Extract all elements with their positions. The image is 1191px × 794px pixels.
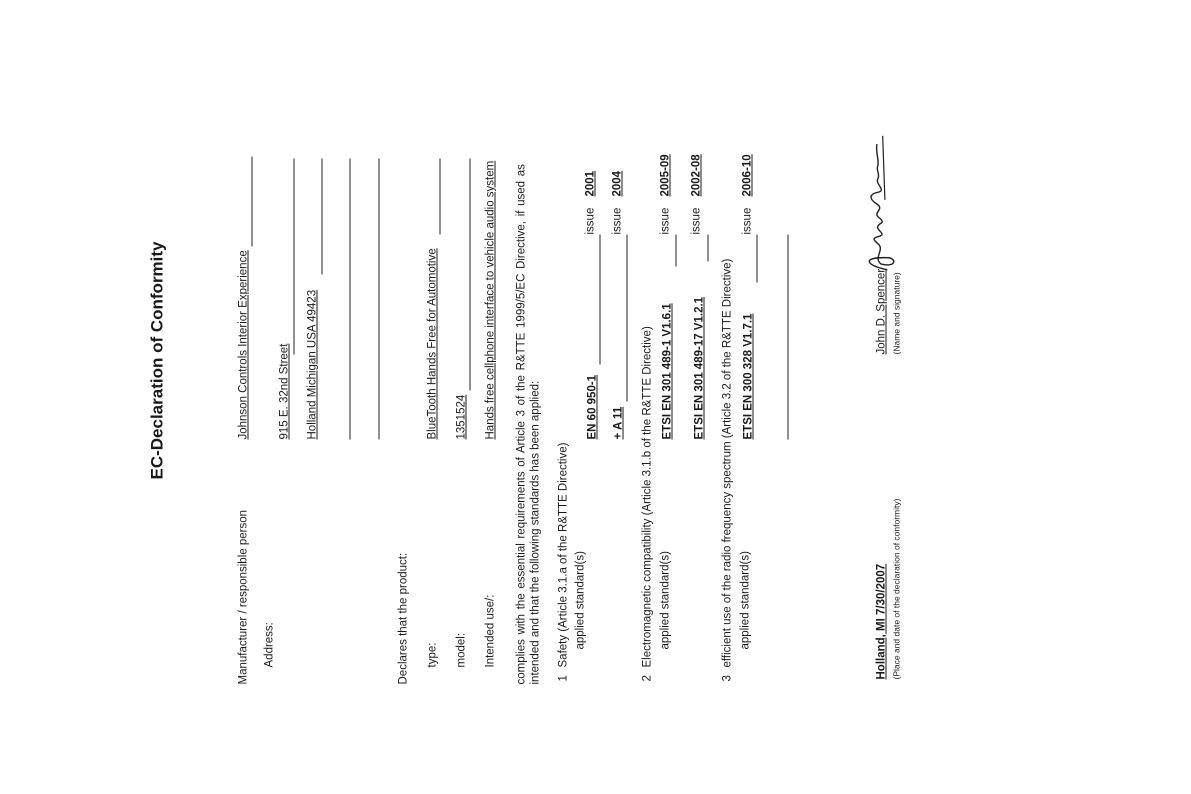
standard-2b-rule [708,235,709,262]
model-value: 1351524 [455,394,468,440]
section-2-number: 2 [641,675,654,682]
issue-label-1a: issue [584,207,597,235]
place-date-value: Holland, MI 7/30/2007 [875,563,888,680]
standard-3-blank-rule [788,235,789,440]
issue-value-1a: 2001 [584,170,597,197]
section-3-heading: efficient use of the radio frequency spectrum (Article 3.2 of the R&TTE Directive) [721,258,734,668]
manufacturer-value: Johnson Controls Interior Experience [237,250,250,440]
signature-stroke [855,133,900,274]
intended-use-value: Hands free cellphone interface to vehicle audio system [484,160,497,440]
compliance-line-2: intended and that the following standards has been applied: [529,380,542,685]
place-date-caption: (Place and date of the declaration of conformity) [891,498,902,680]
standard-etsi-301-489-1: ETSI EN 301 489-1 V1.6.1 [661,303,674,440]
section-1-applied-label: applied standard(s) [574,551,587,650]
compliance-line-1: complies with the essential requirements of Article 3 of the R&TTE 1999/5/EC Directive, if used as [515,164,528,685]
section-3-applied-label: applied standard(s) [739,551,752,650]
standard-2a-rule [676,235,677,267]
standard-a11: + A 11 [612,406,625,440]
issue-value-2a: 2005-09 [659,154,672,197]
standard-1a-rule [600,235,601,365]
signatory-name: John D. Spencer [875,268,888,355]
issue-label-3a: issue [741,207,754,235]
page-title: EC-Declaration of Conformity [147,241,167,480]
section-3-number: 3 [721,675,734,682]
address-blank-rule-1 [350,159,351,440]
declaration-page [0,1,1191,794]
intended-use-label: Intended use/: [484,594,497,668]
model-rule [470,159,471,391]
standard-1b-rule [627,235,628,402]
issue-value-1b: 2004 [611,170,624,197]
issue-label-2a: issue [659,207,672,235]
section-1-number: 1 [557,675,570,682]
declares-label: Declares that the product: [397,552,410,685]
issue-value-3a: 2006-10 [741,154,754,197]
section-1-heading: Safety (Article 3.1.a of the R&TTE Directive) [557,442,570,668]
type-rule [440,159,441,235]
section-2-heading: Electromagnetic compatibility (Article 3.1.b of the R&TTE Directive) [641,326,654,668]
type-label: type: [426,642,439,668]
manufacturer-label: Manufacturer / responsible person [237,509,250,685]
issue-value-2b: 2002-08 [690,154,703,197]
address-line1-rule [294,159,295,355]
standard-etsi-300-328: ETSI EN 300 328 V1.7.1 [742,313,755,440]
address-label: Address: [263,622,276,668]
standard-3a-rule [757,235,758,283]
issue-label-2b: issue [690,207,703,235]
address-blank-rule-2 [379,159,380,440]
standard-etsi-301-489-17: ETSI EN 301 489-17 V1.2.1 [693,296,706,440]
address-line1: 915 E. 32nd Street [278,343,291,440]
address-line2: Holland Michigan USA 49423 [306,289,319,440]
model-label: model: [455,632,468,668]
signatory-caption: (Name and signature) [891,272,902,355]
section-2-applied-label: applied standard(s) [659,551,672,650]
standard-en-60-950-1: EN 60 950-1 [586,374,599,440]
issue-label-1b: issue [611,207,624,235]
manufacturer-rule [252,157,253,247]
type-value: BlueTooth Hands Free for Automotive [426,248,439,440]
address-line2-rule [322,159,323,275]
